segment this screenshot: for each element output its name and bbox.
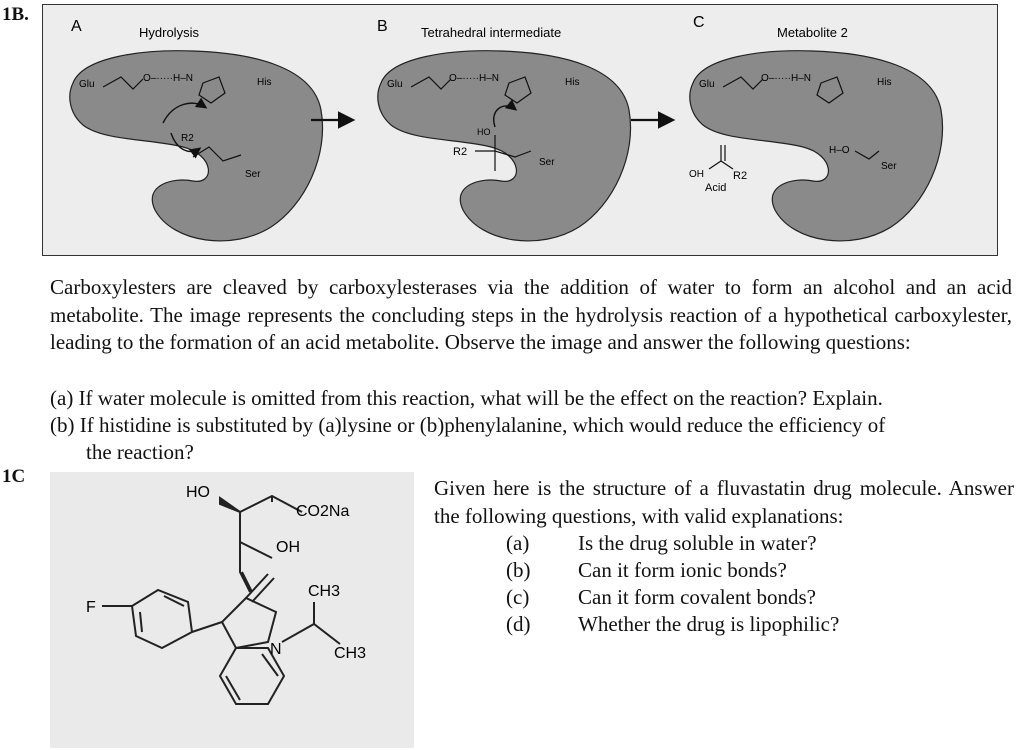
acid-product-c [709,145,733,169]
oh-label: OH [276,539,300,556]
question-1b-b-text: If histidine is substituted by (a)lysine or (b)phenylalanine, which would reduce the efficiency of [79,413,886,437]
panel-c-letter: C [693,14,705,31]
his-label-b: His [565,77,580,88]
enzyme-shape-b [378,51,631,241]
ser-label-b: Ser [539,157,555,168]
oh-label-c: OH [689,169,704,180]
problem-paragraph [50,274,1012,357]
panel-a [70,18,323,241]
isopropyl-bonds [282,602,340,644]
fluvastatin-structure [50,472,414,748]
his-label-a: His [257,77,272,88]
r2-label-c: R2 [733,170,748,182]
ser-label-a: Ser [245,169,261,180]
glu-label-b: Glu [387,79,403,90]
question-1b-b-label: (b) [50,413,75,437]
his-label-c: His [877,77,892,88]
question-1c-c-text: Can it form covalent bonds? [578,585,816,609]
question-1c-d-label: (d) [506,612,531,636]
bond-label-a: O–·····H–N [143,73,193,84]
ch3-top-label: CH3 [308,583,341,600]
panel-c-title: Metabolite 2 [777,25,848,40]
acid-label-c: Acid [705,182,727,194]
question-1c-a-text: Is the drug soluble in water? [578,531,817,555]
ho-label-b: HO [477,127,491,137]
question-1c-b-text: Can it form ionic bonds? [578,558,787,582]
question-1c-d-text: Whether the drug is lipophilic? [578,612,840,636]
glu-label-c: Glu [699,79,715,90]
problem-intro-text: Carboxylesters are cleaved by carboxylesterases via the addition of water to form an alcohol and an acid metabolite. The image represents the concluding steps in the hydrolysis reaction of a hypothetical carboxylester, leading to the formation of an acid metabolite. Observe the image and answer the following questions: [50,275,1012,354]
panel-b [377,18,631,241]
hydrolysis-figure [42,4,998,256]
question-1b-b [50,412,885,440]
question-1c-a-label: (a) [506,531,530,555]
enzyme-shape-c [690,51,943,241]
panel-b-letter: B [377,18,388,35]
ho-label: HO [186,484,210,501]
co2na-label: CO2Na [296,503,350,520]
question-label-1b: 1B. [2,4,29,25]
ho-wedge-bond [220,498,240,512]
fluvastatin-intro: Given here is the structure of a fluvastatin drug molecule. Answer the following questions, with valid explanations: [434,476,1014,528]
n-label: N [270,641,282,658]
question-1b-a-text: If water molecule is omitted from this reaction, what will be the effect on the reaction? Explain. [78,386,883,410]
r2-label-b: R2 [453,146,468,158]
panel-a-title: Hydrolysis [139,25,199,40]
ser-label-c: Ser [881,161,897,172]
question-1b-a [50,385,883,413]
glu-label-a: Glu [79,79,95,90]
indole-five-ring [222,598,276,648]
enzyme-shape-a [70,51,323,241]
question-label-1c: 1C [2,466,26,487]
fluorophenyl-ring [132,590,222,648]
panel-a-letter: A [71,18,82,35]
ho-serine-label-c: H–O [829,145,850,156]
question-1b-b-continuation: the reaction? [86,440,194,464]
question-1c-b-label: (b) [506,558,531,582]
fluorine-label: F [86,599,96,616]
ch3-bottom-label: CH3 [334,645,367,662]
question-1c-c-label: (c) [506,585,530,609]
bond-label-c: O–·····H–N [761,73,811,84]
r2-label-a: R2 [181,133,194,144]
bond-label-b: O–·····H–N [449,73,499,84]
question-1b-a-label: (a) [50,386,74,410]
panel-b-title: Tetrahedral intermediate [421,25,562,40]
panel-c [689,14,943,241]
